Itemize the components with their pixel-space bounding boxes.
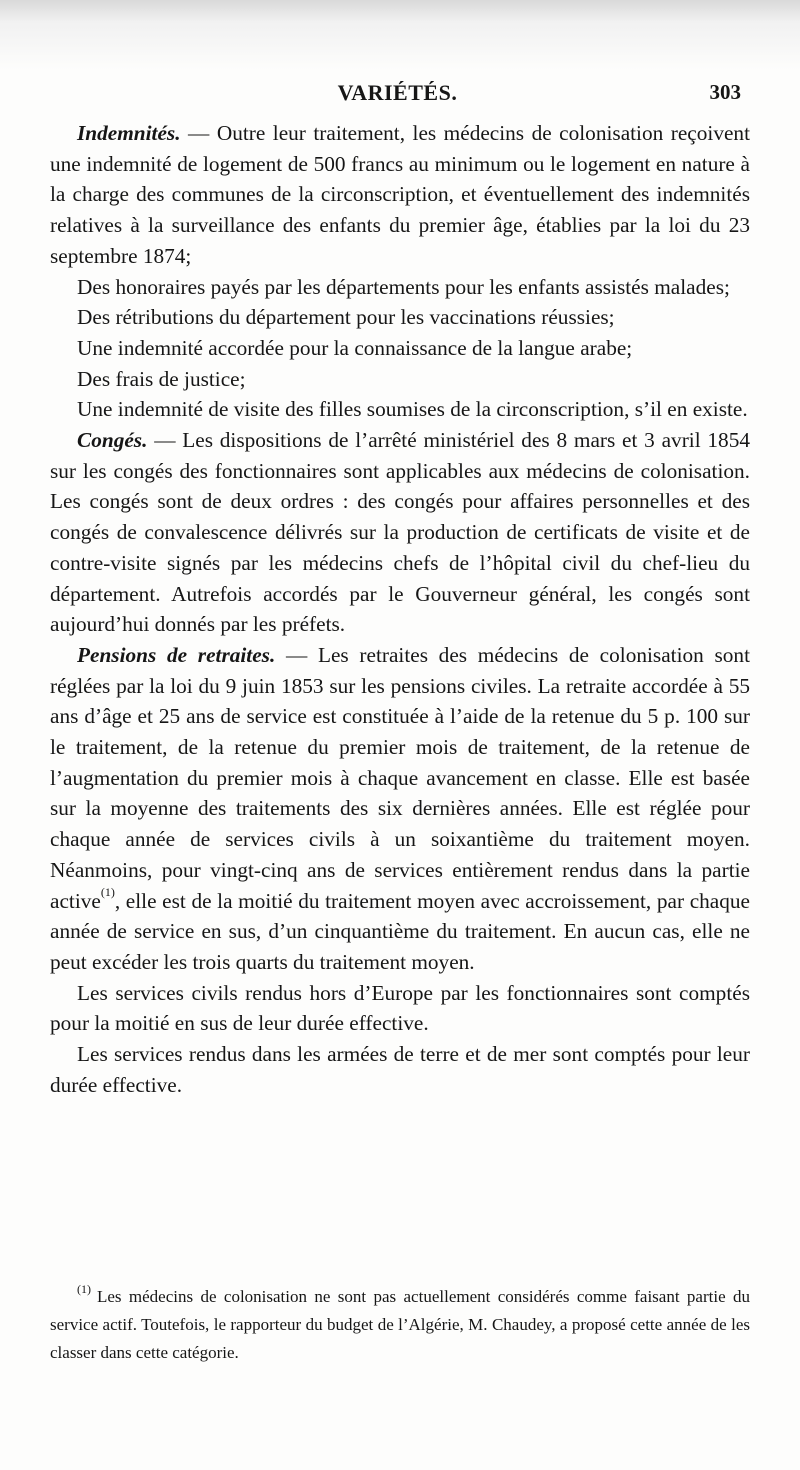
paragraph (50, 333, 750, 364)
paragraph (50, 302, 750, 333)
paragraph-text: , elle est de la moitié du traitement moyen avec accroissement, par chaque année de service en sus, d’un cinquantième du traitement. En aucun cas, elle ne peut excéder les trois quarts du traitement moyen. (50, 888, 750, 974)
body-text (50, 118, 750, 1101)
paragraph (50, 978, 750, 1039)
paragraph-text: Les services rendus dans les armées de terre et de mer sont comptés pour leur durée effective. (50, 1042, 750, 1097)
running-title: VARIÉTÉS. (337, 80, 458, 105)
page-header (50, 80, 745, 110)
paragraph-text: — Outre leur traitement, les médecins de colonisation reçoivent une indemnité de logement de 500 francs au minimum ou le logement en nature à la charge des communes de la circonscription, et éventuellement des indemnités relatives à la surveillance des enfants du premier âge, établies par la loi du 23 septembre 1874; (50, 121, 750, 268)
paragraph-text: Une indemnité de visite des filles soumises de la circonscription, s’il en existe. (77, 397, 748, 422)
paragraph (50, 394, 750, 425)
paragraph-text: Des honoraires payés par les départements pour les enfants assistés malades; (77, 274, 730, 299)
section-heading-conges: Congés. (77, 428, 148, 453)
section-heading-pensions: Pensions de retraites. (77, 642, 276, 667)
paragraph-text: Des frais de justice; (77, 366, 246, 391)
paragraph-indemnites (50, 118, 750, 272)
paragraph-text: Une indemnité accordée pour la connaissance de la langue arabe; (77, 335, 633, 360)
footnotes (50, 1283, 750, 1367)
footnote (50, 1283, 750, 1367)
page-number: 303 (709, 80, 741, 104)
paragraph-text: Des rétributions du département pour les vaccinations réussies; (77, 305, 615, 330)
paragraph (50, 364, 750, 395)
paragraph-conges (50, 425, 750, 640)
scan-edge-shadow (0, 0, 800, 70)
section-heading-indemnites: Indemnités. (77, 121, 181, 145)
paragraph-text: — Les dispositions de l’arrêté ministériel des 8 mars et 3 avril 1854 sur les congés des fonctionnaires sont applicables aux médecins de colonisation. Les congés sont de deux ordres : des congés pour affaires personnelles et des congés de convalescence délivrés sur la production de certificats de visite et de contre-visite signés par les médecins chefs de l’hôpital civil du chef-lieu du département. Autrefois accordés par le Gouverneur général, les congés sont aujourd’hui donnés par les préfets. (50, 428, 750, 637)
paragraph-text: — Les retraites des médecins de colonisation sont réglées par la loi du 9 juin 1853 sur les pensions civiles. La retraite accordée à 55 ans d’âge et 25 ans de service est constituée à l’aide de la retenue du 5 p. 100 sur le traitement, de la retenue du premier mois de traitement, de la retenue de l’augmentation du premier mois à chaque avancement en classe. Elle est basée sur la moyenne des traitements des six dernières années. Elle est réglée pour chaque année de services civils à un soixantième du traitement moyen. Néanmoins, pour vingt-cinq ans de services entièrement rendus dans la partie active (50, 642, 750, 913)
footnote-text: Les médecins de colonisation ne sont pas actuellement considérés comme faisant partie du service actif. Toutefois, le rapporteur du budget de l’Algérie, M. Chaudey, a proposé cette année de les classer dans cette catégorie. (50, 1287, 750, 1362)
paragraph-pensions (50, 640, 750, 978)
paragraph (50, 272, 750, 303)
footnote-reference[interactable]: (1) (100, 884, 115, 899)
paragraph (50, 1039, 750, 1100)
paragraph-text: Les services civils rendus hors d’Europe par les fonctionnaires sont comptés pour la moitié en sus de leur durée effective. (50, 980, 750, 1036)
footnote-marker: (1) (77, 1282, 91, 1296)
